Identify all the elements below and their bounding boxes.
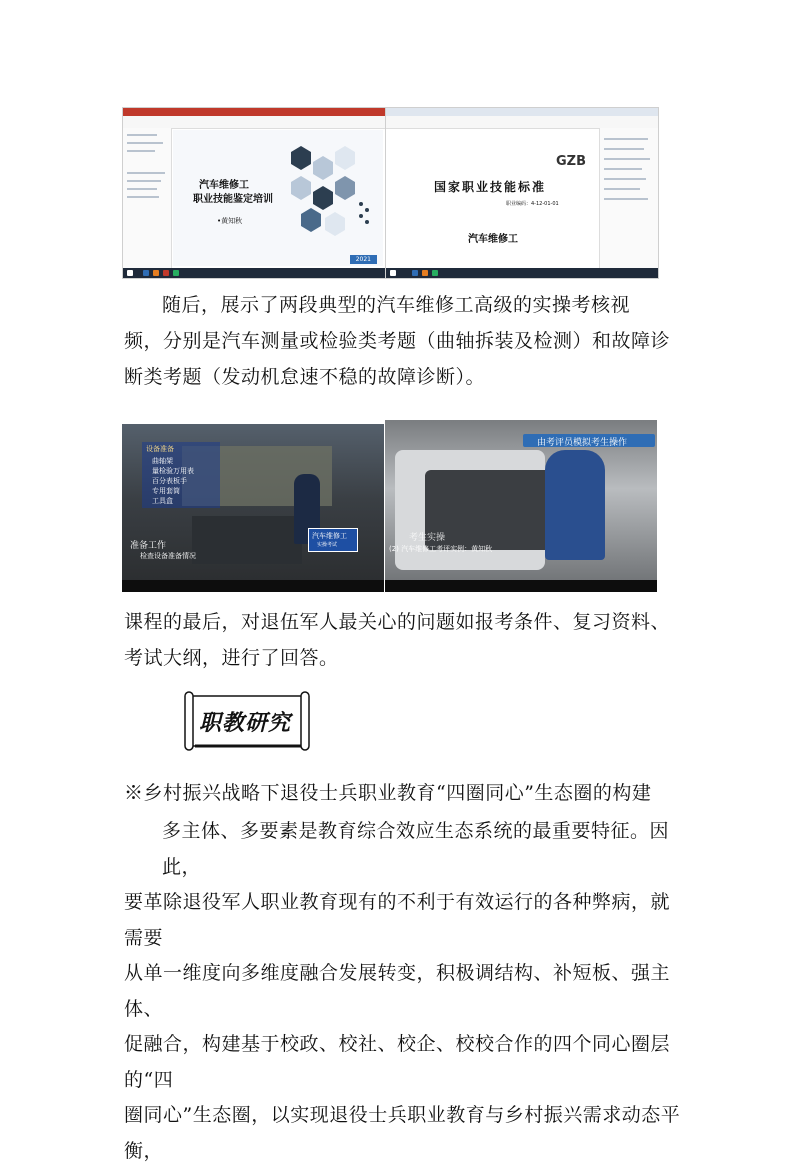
video-right-subcaption: (2) 汽车维修工考评实例：黄知秋 [389, 545, 493, 553]
video-right-caption: 考生实操 [409, 533, 446, 543]
pdf-page [396, 130, 596, 266]
ppt-sidebar [123, 128, 172, 268]
paragraph-3-line-3: 从单一维度向多维度融合发展转变，积极调结构、补短板、强主体、 [124, 962, 671, 1020]
paragraph-2 [124, 604, 684, 676]
paragraph-1-line-1: 随后，展示了两段典型的汽车维修工高级的实操考核视 [162, 294, 631, 316]
menu-item-4: 专用套筒 [152, 487, 180, 495]
video-left-controls[interactable] [122, 580, 384, 592]
menu-item-5: 工具盒 [152, 497, 173, 505]
pdf-sidepanel [599, 128, 658, 268]
research-banner [181, 690, 311, 754]
occupation-title: 汽车维修工 [468, 234, 518, 245]
banner-label: 职教研究 [199, 710, 292, 736]
ppt-titlebar [123, 108, 385, 116]
equipment-menu [142, 442, 220, 508]
screenshot-pdf [385, 107, 659, 279]
hexagon-graphic [281, 142, 373, 246]
sign-line-1: 汽车维修工 [312, 532, 347, 540]
examiner [545, 450, 605, 560]
slide-author: •黄知秋 [217, 217, 243, 225]
paragraph-1 [124, 287, 684, 395]
paragraph-1-line-3: 断类考题（发动机怠速不稳的故障诊断）。 [124, 366, 486, 388]
code-line: 职业编码：4-12-01-01 [506, 201, 559, 207]
section-heading: ※乡村振兴战略下退役士兵职业教育“四圈同心”生态圈的构建 [124, 782, 652, 804]
video-left-caption: 准备工作 [130, 541, 167, 551]
paragraph-2-line-1: 课程的最后，对退伍军人最关心的问题如报考条件、复习资料、 [124, 611, 671, 633]
video-right [385, 420, 657, 592]
video-left [122, 424, 384, 592]
taskbar-left [123, 268, 385, 278]
slide-year-badge: 2021 [350, 255, 377, 264]
bench-sign [308, 528, 358, 552]
paragraph-2-line-2: 考试大纲，进行了回答。 [124, 647, 339, 669]
paragraph-3 [124, 814, 684, 1169]
menu-item-3: 百分表板手 [152, 477, 187, 485]
slide-canvas [173, 130, 383, 266]
menu-item-2: 量检验万用表 [152, 467, 194, 475]
paragraph-3-line-5: 圈同心”生态圈，以实现退役士兵职业教育与乡村振兴需求动态平衡， [124, 1104, 681, 1162]
paragraph-3-line-2: 要革除退役军人职业教育现有的不利于有效运行的各种弊病，就需要 [124, 891, 671, 949]
standard-title: 国家职业技能标准 [434, 180, 547, 194]
engine-bench [192, 516, 302, 564]
top-banner-text: 由考评员模拟考生操作 [537, 438, 628, 448]
paragraph-1-line-2: 频，分别是汽车测量或检验类考题（曲轴拆装及检测）和故障诊 [124, 330, 671, 352]
video-left-subcaption: 检查设备准备情况 [140, 552, 196, 560]
menu-item-1: 曲轴架 [152, 457, 173, 465]
slide-title-1: 汽车维修工 [199, 180, 249, 191]
sign-line-2: 实操考试 [317, 542, 338, 548]
paragraph-3-line-4: 促融合，构建基于校政、校社、校企、校校合作的四个同心圈层的“四 [124, 1033, 671, 1091]
pdf-titlebar [386, 108, 658, 116]
menu-header: 设备准备 [146, 445, 174, 453]
top-banner [523, 434, 655, 447]
screenshot-ppt [122, 107, 386, 279]
taskbar-right [386, 268, 658, 278]
paragraph-3-line-1: 多主体、多要素是教育综合效应生态系统的最重要特征。因此， [162, 820, 670, 878]
video-right-controls[interactable] [385, 580, 657, 592]
slide-title-2: 职业技能鉴定培训 [193, 194, 273, 205]
gzb-mark: GZB [555, 154, 586, 169]
